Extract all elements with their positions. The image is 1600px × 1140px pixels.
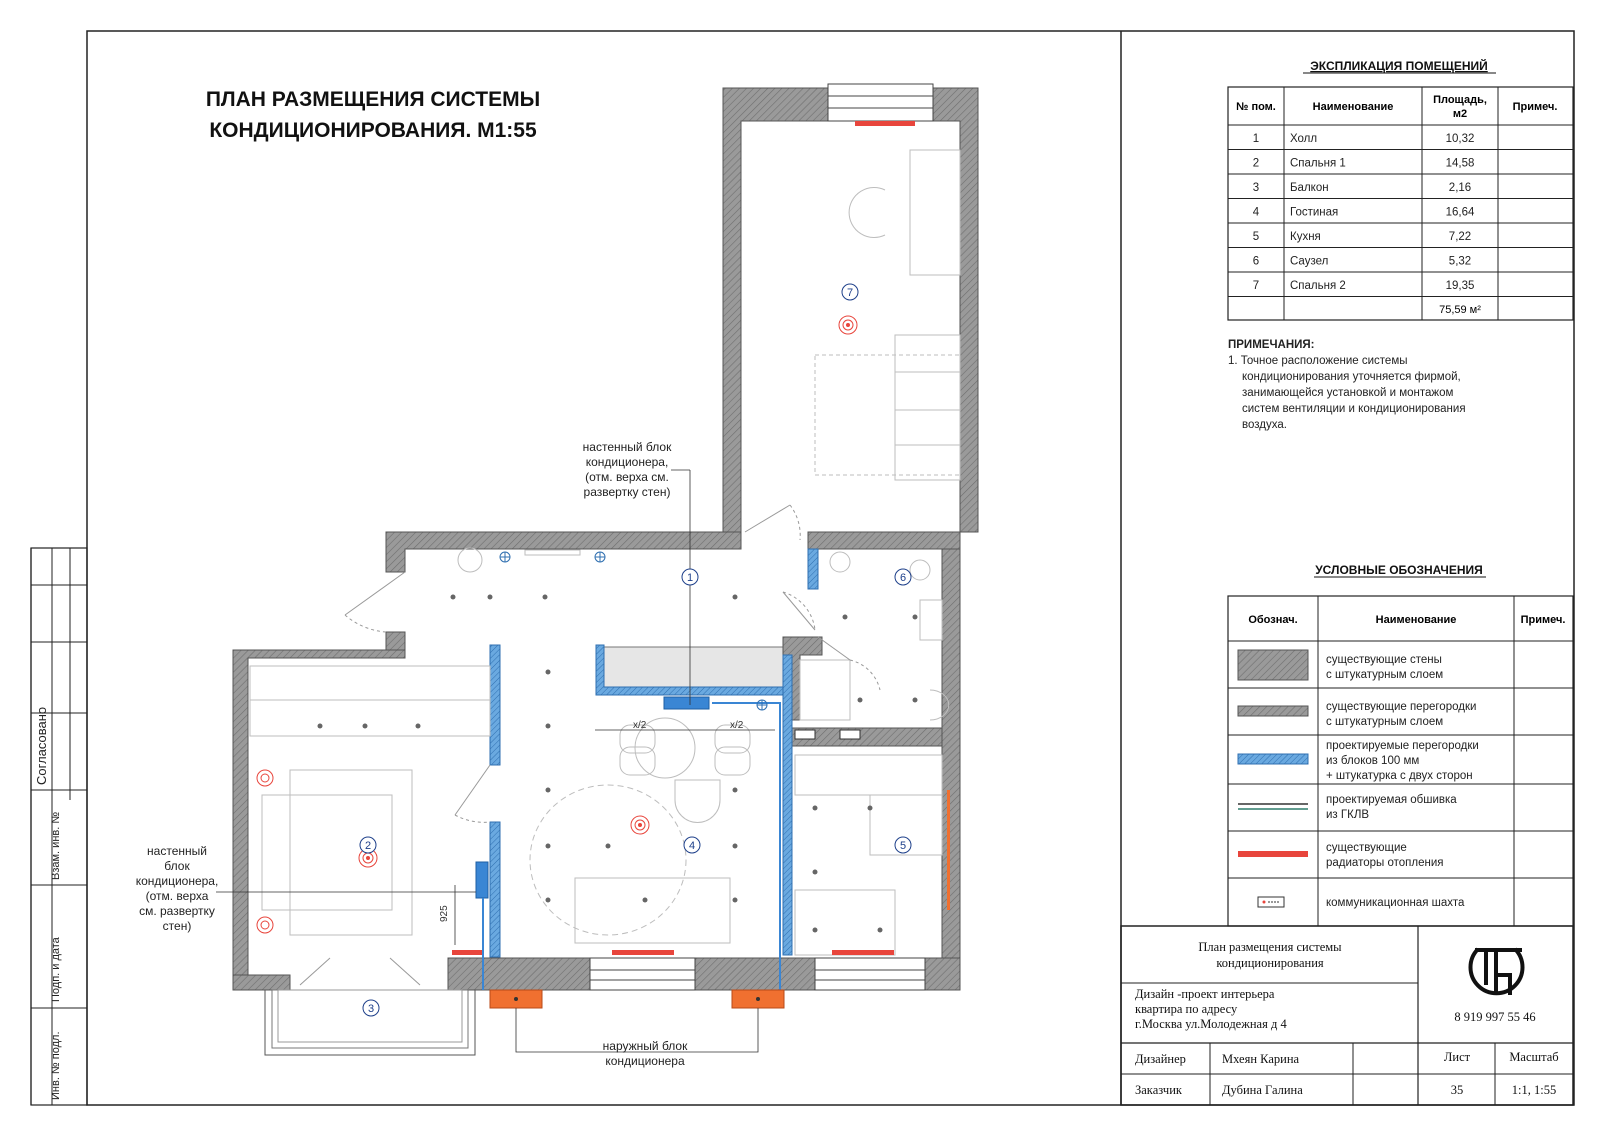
legend-col-symbol: Обознач. xyxy=(1248,614,1298,626)
legend-symbol-radiator xyxy=(1238,851,1308,857)
legend-item-3-line2: из блоков 100 мм xyxy=(1326,755,1420,767)
explication-cell-area: 10,32 xyxy=(1445,133,1475,145)
stamp-plan-title-2: кондиционирования xyxy=(1216,956,1324,970)
half-marker-1: x/2 xyxy=(633,720,647,731)
annotation-top-3: (отм. верха см. xyxy=(585,470,669,484)
floor-plan xyxy=(136,84,978,1068)
stamp-scale-value: 1:1, 1:55 xyxy=(1511,1083,1557,1097)
new-partition-4 xyxy=(783,655,792,955)
dimension-925: 925 xyxy=(439,905,450,922)
stamp-scale-label: Масштаб xyxy=(1509,1050,1559,1064)
explication-cell-num: 2 xyxy=(1252,157,1260,170)
stamp-project-2: квартира по адресу xyxy=(1135,1002,1238,1016)
window-bedroom2 xyxy=(828,84,933,121)
legend-item-3-line3: + штукатурка с двух сторон xyxy=(1326,770,1473,782)
legend-item-2-line1: существующие перегородки xyxy=(1326,701,1477,713)
explication-cell-num: 1 xyxy=(1252,133,1260,145)
legend-item-1-line1: существующие стены xyxy=(1326,654,1442,666)
col-area: Площадь, xyxy=(1433,94,1487,106)
side-stamp-agreed: Согласовано xyxy=(34,706,49,785)
legend-item-4-line2: из ГКЛВ xyxy=(1326,809,1370,821)
explication-cell-area: 14,58 xyxy=(1445,157,1475,170)
stamp-phone: 8 919 997 55 46 xyxy=(1454,1010,1536,1024)
stamp-sheet-value: 35 xyxy=(1450,1083,1464,1097)
legend-item-2-line2: с штукатурным слоем xyxy=(1326,716,1444,728)
explication-row-lines xyxy=(1228,125,1573,297)
annotation-top-1: настенный блок xyxy=(582,440,672,454)
col-note: Примеч. xyxy=(1512,101,1558,113)
wall-hall-right xyxy=(808,532,960,549)
new-partition-2 xyxy=(490,822,500,957)
annotation-bottom-2: кондиционера xyxy=(605,1054,685,1068)
room-marker-6: 6 xyxy=(899,572,907,584)
air-diffusers xyxy=(257,316,857,933)
legend-col-name: Наименование xyxy=(1375,614,1457,626)
explication-cell-area: 5,32 xyxy=(1448,255,1472,268)
explication-cell-num: 5 xyxy=(1252,231,1260,243)
side-stamp-replace: Взам. инв. № xyxy=(50,811,62,880)
notes-line-2: кондиционирования уточняется фирмой, xyxy=(1242,371,1461,383)
legend-item-4-line1: проектируемая обшивка xyxy=(1326,794,1457,806)
room-marker-5: 5 xyxy=(899,840,907,852)
notes-line-3: занимающейся установкой и монтажом xyxy=(1242,387,1454,399)
title-block xyxy=(1121,926,1573,1105)
explication-heading: ЭКСПЛИКАЦИЯ ПОМЕЩЕНИЙ xyxy=(1310,59,1488,73)
radiators xyxy=(452,790,950,955)
explication-cell-num: 7 xyxy=(1252,280,1260,292)
annotation-left-5: см. развертку xyxy=(139,904,215,918)
wall-right-outer xyxy=(942,549,960,975)
annotation-top-4: развертку стен) xyxy=(583,485,671,499)
annotation-left-2: блок xyxy=(164,859,190,873)
notes-heading: ПРИМЕЧАНИЯ: xyxy=(1228,339,1315,351)
legend-item-3-line1: проектируемые перегородки xyxy=(1326,740,1479,752)
stamp-project-1: Дизайн -проект интерьера xyxy=(1135,987,1275,1001)
wall-bedroom2 xyxy=(723,88,978,532)
ceiling-lights xyxy=(318,595,918,933)
annotation-top-2: кондиционера, xyxy=(585,455,669,469)
radiator-bedroom2 xyxy=(855,121,915,126)
explication-cells xyxy=(1253,133,1475,292)
annotation-left-6: стен) xyxy=(162,919,192,933)
legend-item-5-line2: радиаторы отопления xyxy=(1326,857,1444,869)
notes-line-5: воздуха. xyxy=(1242,419,1287,431)
explication-cell-area: 16,64 xyxy=(1445,206,1475,219)
room-marker-2: 2 xyxy=(364,840,372,852)
side-stamp-inv: Инв. № подл. xyxy=(50,1031,62,1100)
explication-cell-name: Балкон xyxy=(1290,182,1329,194)
col-name: Наименование xyxy=(1312,101,1394,113)
explication-cell-num: 3 xyxy=(1252,182,1260,194)
room-marker-3: 3 xyxy=(367,1003,375,1015)
explication-cell-name: Гостиная xyxy=(1290,206,1339,219)
legend-item-5-line1: существующие xyxy=(1326,842,1407,854)
window-living-left xyxy=(590,958,695,990)
stamp-designer-label: Дизайнер xyxy=(1135,1052,1186,1066)
window-kitchen xyxy=(815,958,925,990)
explication-cell-name: Саузел xyxy=(1290,255,1329,268)
legend-item-1-line2: с штукатурным слоем xyxy=(1326,669,1444,681)
explication-cell-name: Спальня 2 xyxy=(1290,280,1346,292)
furniture xyxy=(250,150,960,955)
col-area-unit: м2 xyxy=(1452,108,1468,120)
explication-cell-name: Холл xyxy=(1290,133,1318,145)
annotation-left-1: настенный xyxy=(147,844,207,858)
stamp-client-label: Заказчик xyxy=(1135,1083,1182,1097)
notes-line-4: систем вентиляции и кондиционирования xyxy=(1242,403,1466,415)
explication-cell-num: 6 xyxy=(1252,255,1260,268)
legend-symbol-gklv xyxy=(1238,804,1308,809)
stamp-sheet-label: Лист xyxy=(1443,1050,1471,1064)
wall-hall-top xyxy=(386,532,741,572)
ac-indoor-unit-hall xyxy=(664,697,709,709)
stamp-client-name: Дубина Галина xyxy=(1222,1083,1303,1097)
plan-title-line1: ПЛАН РАЗМЕЩЕНИЯ СИСТЕМЫ xyxy=(205,88,541,111)
explication-total: 75,59 м² xyxy=(1439,304,1481,316)
notes xyxy=(1228,339,1466,431)
stamp-designer-name: Мхеян Карина xyxy=(1222,1052,1300,1066)
side-stamp-sign: Подп. и дата xyxy=(50,937,62,1002)
legend-col-note: Примеч. xyxy=(1520,614,1566,626)
room-marker-7: 7 xyxy=(846,287,854,299)
col-num: № пом. xyxy=(1236,101,1276,113)
side-stamp xyxy=(31,548,87,1105)
stamp-project-3: г.Москва ул.Молодежная д 4 xyxy=(1135,1017,1287,1031)
designer-logo xyxy=(1471,949,1523,995)
partition-wardrobe xyxy=(600,647,783,687)
notes-line-1: 1. Точное расположение системы xyxy=(1228,355,1408,367)
partition-top-bath xyxy=(808,549,818,589)
wall-bedroom1 xyxy=(233,642,405,990)
plan-title-line2: КОНДИЦИОНИРОВАНИЯ. М1:55 xyxy=(209,119,537,142)
stamp-plan-title-1: План размещения системы xyxy=(1198,940,1342,954)
explication-table xyxy=(1228,58,1573,320)
legend-symbol-partition xyxy=(1238,706,1308,716)
ac-indoor-unit-bedroom1 xyxy=(476,862,488,898)
legend xyxy=(1228,563,1573,926)
wall-hall-left-stub xyxy=(386,632,405,650)
explication-cell-name: Кухня xyxy=(1290,231,1321,243)
explication-cell-num: 4 xyxy=(1252,206,1260,219)
explication-cell-area: 2,16 xyxy=(1448,182,1472,194)
room-marker-4: 4 xyxy=(688,840,696,852)
explication-cell-area: 7,22 xyxy=(1448,231,1472,243)
wall-bottom-left xyxy=(233,975,290,990)
legend-symbol-new-partition xyxy=(1238,754,1308,764)
explication-cell-area: 19,35 xyxy=(1445,280,1475,292)
legend-heading: УСЛОВНЫЕ ОБОЗНАЧЕНИЯ xyxy=(1315,563,1483,577)
annotation-left-4: (отм. верха xyxy=(145,889,209,903)
explication-cell-name: Спальня 1 xyxy=(1290,157,1346,170)
refrigerant-line-right xyxy=(712,703,780,990)
legend-symbol-wall xyxy=(1238,650,1308,680)
half-marker-2: x/2 xyxy=(730,720,744,731)
annotation-left-3: кондиционера, xyxy=(135,874,219,888)
legend-symbol-shaft xyxy=(1258,897,1284,907)
legend-item-6-line1: коммуникационная шахта xyxy=(1326,897,1465,909)
new-partition-1 xyxy=(490,645,500,765)
room-marker-1: 1 xyxy=(686,572,694,584)
annotation-bottom-1: наружный блок xyxy=(602,1039,688,1053)
